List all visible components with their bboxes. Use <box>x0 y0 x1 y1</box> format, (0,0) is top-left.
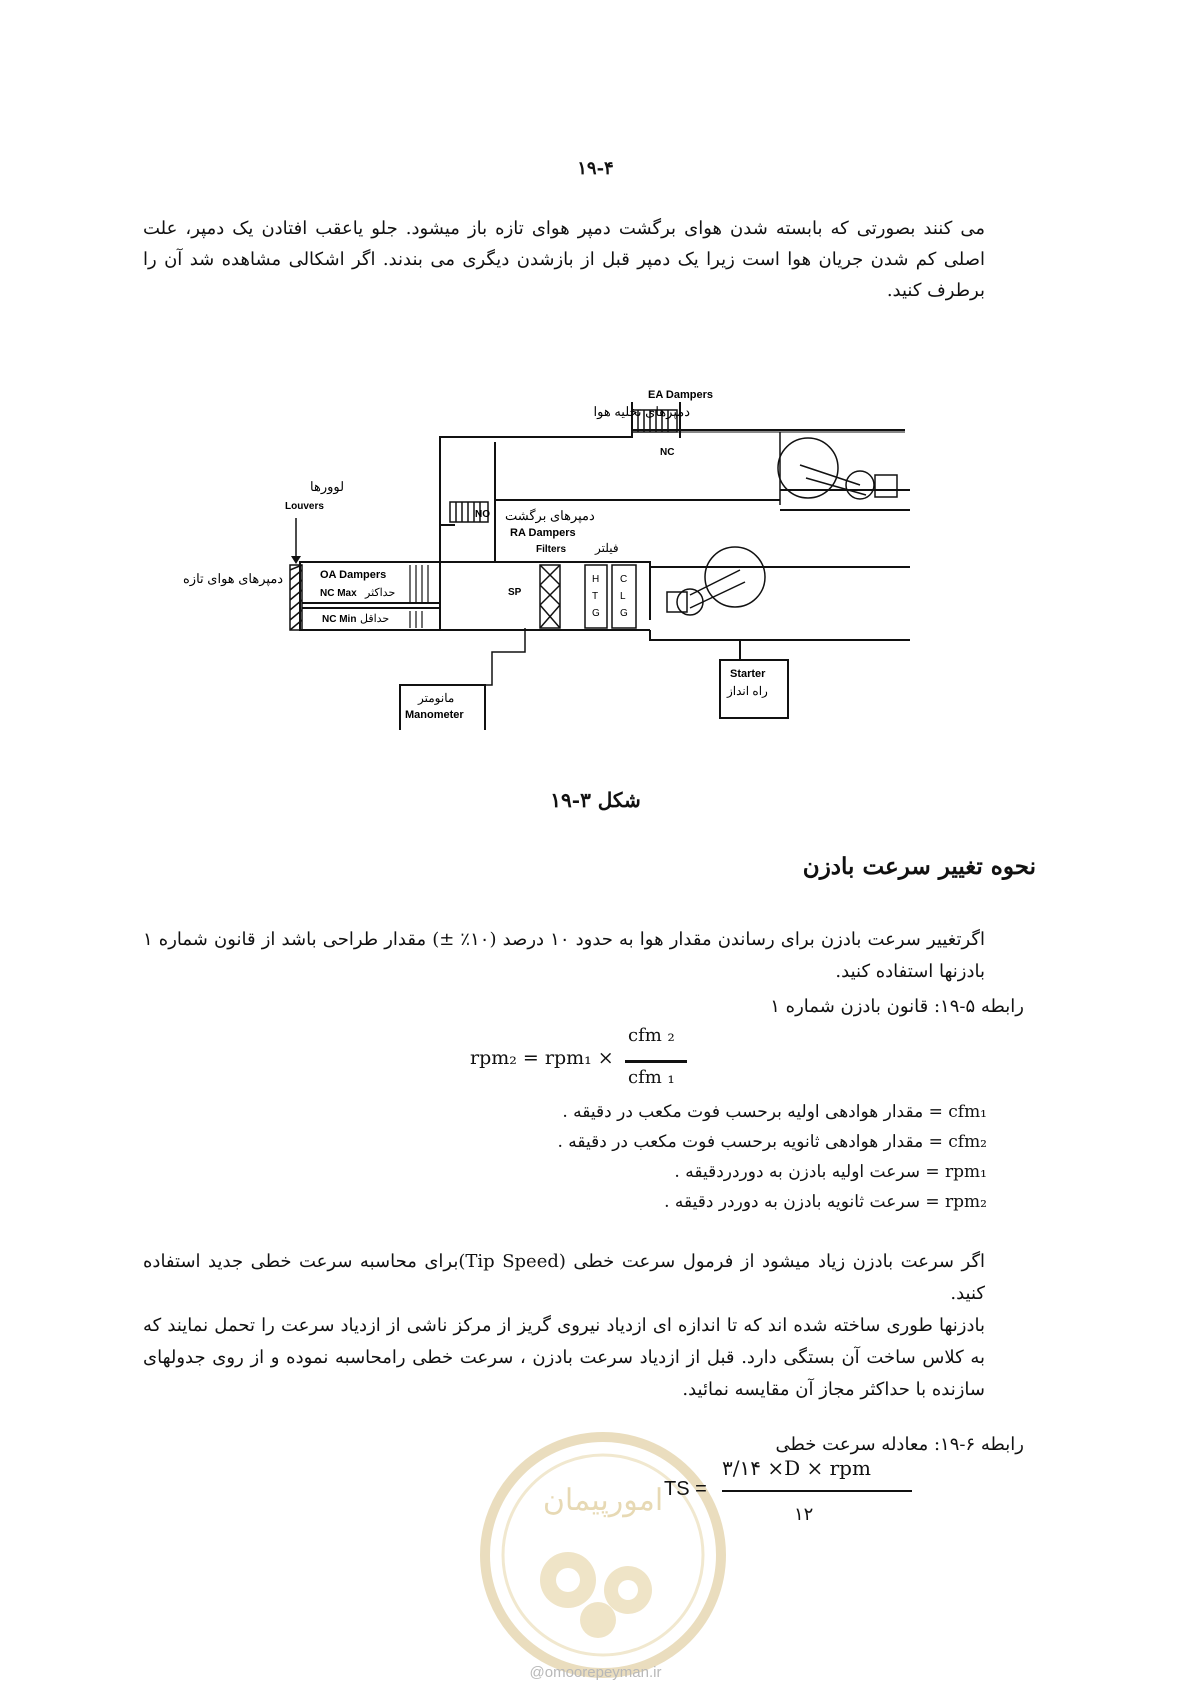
formula-1-lhs: rpm₂ = rpm₁ × <box>470 1047 614 1069</box>
relation-1-label: رابطه ۵-۱۹: قانون بادزن شماره ۱ <box>770 996 1024 1017</box>
label-ra-dampers: RA Dampers <box>510 527 576 539</box>
paragraph-tip-speed-a: اگر سرعت بادزن زیاد میشود از فرمول سرعت خطی (Tip Speed)برای محاسبه سرعت خطی جدید استفاده کنید. <box>143 1251 986 1304</box>
label-oa-fa: دمپرهای هوای تازه <box>183 571 284 586</box>
label-ra-fa: دمپرهای برگشت <box>505 508 595 523</box>
label-oa-dampers: OA Dampers <box>320 569 387 581</box>
definition-item: rpm₂ = سرعت ثانویه بادزن به دوردر دقیقه . <box>664 1192 987 1212</box>
definition-item: rpm₁ = سرعت اولیه بادزن به دوردردقیقه . <box>674 1162 987 1182</box>
label-htg-t: T <box>592 591 599 602</box>
label-ea-fa: دمپرهای تخلیه هوا <box>593 404 690 419</box>
formula-fan-law <box>470 1025 710 1093</box>
ahu-diagram <box>0 370 1191 730</box>
formula-2-bar <box>722 1490 912 1492</box>
paragraph-tip-speed <box>143 1246 985 1406</box>
exhaust-fan <box>778 432 897 505</box>
formula-2-denominator: ۱۲ <box>794 1504 814 1525</box>
supply-fan <box>667 547 765 615</box>
definition-item: cfm₁ = مقدار هوادهی اولیه برحسب فوت مکعب در دقیقه . <box>562 1102 987 1122</box>
formula-tip-speed <box>664 1454 914 1532</box>
label-max-fa: حداکثر <box>365 587 396 599</box>
label-louvers-fa: لوورها <box>310 479 345 494</box>
watermark-logo-text: امورپیمان <box>542 1484 664 1517</box>
label-sp: SP <box>508 587 522 598</box>
label-nc-top: NC <box>660 447 675 458</box>
paragraph-fan-law: اگرتغییر سرعت بادزن برای رساندن مقدار هوا به حدود ۱۰ درصد (۱۰٪ ±) مقدار طراحی باشد از قانون شماره ۱ بادزنها استفاده کنید. <box>143 929 985 982</box>
definition-item: cfm₂ = مقدار هوادهی ثانویه برحسب فوت مکعب در دقیقه . <box>557 1132 987 1152</box>
label-htg-g: G <box>592 608 600 619</box>
page-number: ۱۹-۴ <box>577 158 614 179</box>
formula-2-lhs: TS = <box>664 1478 707 1500</box>
formula-1-bar <box>625 1060 687 1063</box>
label-min-fa: حداقل <box>360 613 390 625</box>
figure-caption: شکل ۳-۱۹ <box>550 788 641 812</box>
label-ea-dampers: EA Dampers <box>648 389 714 401</box>
filter-bank <box>540 565 560 628</box>
label-filters-fa: فیلتر <box>595 541 619 555</box>
label-no: NO <box>475 509 490 520</box>
formula-1-numerator: cfm ₂ <box>628 1025 675 1046</box>
label-starter-fa: راه انداز <box>727 684 768 698</box>
return-duct <box>495 442 780 500</box>
label-nc-max: NC Max <box>320 588 357 599</box>
label-clg-g: G <box>620 608 628 619</box>
manometer-line <box>468 628 525 685</box>
section-heading: نحوه تغییر سرعت بادزن <box>802 853 1036 880</box>
paragraph-tip-speed-b: بادزنها طوری ساخته شده اند که تا اندازه ای ازدیاد نیروی گریز از مرکز ناشی از ازدیاد سرعت را تحمل نمایند که به کلاس ساخت آن بستگی دارد. قبل از ازدیاد سرعت بادزن ، سرعت خطی رامحاسبه نموده و از روی جدولهای سازنده با حداکثر مجاز آن مقایسه نمائید. <box>143 1315 985 1400</box>
label-clg-c: C <box>620 574 628 585</box>
formula-1-denominator: cfm ₁ <box>628 1067 675 1088</box>
formula-2-numerator: ۳/۱۴ ×D × rpm <box>722 1456 871 1480</box>
relation-2-label: رابطه ۶-۱۹: معادله سرعت خطی <box>775 1434 1024 1455</box>
label-filters: Filters <box>536 544 567 555</box>
paragraph-intro: می کنند بصورتی که بابسته شدن هوای برگشت دمپر هوای تازه باز میشود. جلو یاعقب افتادن یک دمپر، علت اصلی کم شدن جریان هوا است زیرا یک دمپر قبل از بازشدن دیگری می بندند. اگر اشکالی مشاهده شد آن را برطرف کنید. <box>143 218 985 301</box>
definitions-list <box>557 1097 987 1217</box>
watermark-site: @omoorepeyman.ir <box>529 1664 662 1681</box>
label-starter: Starter <box>730 668 766 680</box>
label-clg-l: L <box>620 591 626 602</box>
label-htg-h: H <box>592 574 600 585</box>
label-louvers: Louvers <box>285 501 324 512</box>
label-manometer-fa: مانومتر <box>418 691 455 705</box>
label-nc-min: NC Min <box>322 614 357 625</box>
label-manometer: Manometer <box>405 709 464 721</box>
